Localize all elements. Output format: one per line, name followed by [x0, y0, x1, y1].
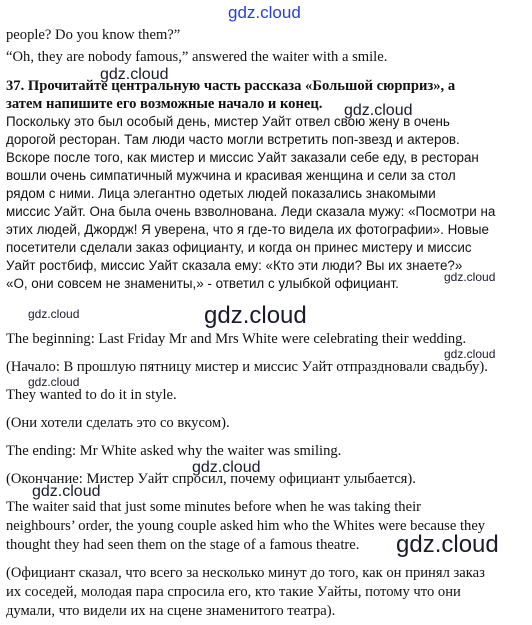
story-line: people? Do you know them?”	[6, 27, 181, 43]
watermark: gdz.cloud	[204, 302, 307, 329]
watermark: gdz.cloud	[444, 270, 496, 284]
waiter-text-line: The waiter said that just some minutes before when he was taking their	[6, 499, 421, 515]
russian-text-line: Поскольку это был особый день, мистер Уайт отвел свою жену в очень	[6, 114, 450, 129]
russian-text-line: вошли очень симпатичный мужчина и красивая женщина и сели за стол	[6, 168, 456, 183]
watermark: gdz.cloud	[28, 307, 80, 321]
ending-text: The ending: Mr White asked why the waiter was smiling.	[6, 443, 342, 459]
russian-text-line: посетители сделали заказ официанту, и когда он принес мистеру и миссис	[6, 240, 472, 255]
waiter-translation-line: их соседей, молодая пара спросила его, кто такие Уайты, потому что они	[6, 584, 461, 600]
waiter-text-line: thought they had seen them on the stage of a famous theatre.	[6, 537, 360, 553]
watermark: gdz.cloud	[28, 375, 80, 389]
russian-text-line: миссис Уайт. Она была очень взволнована. Леди сказала мужу: «Посмотри на	[6, 204, 496, 219]
russian-text-line: рядом с ними. Лица элегантно одетых людей показались знакомыми	[6, 186, 436, 201]
watermark: gdz.cloud	[192, 459, 261, 476]
russian-text-line: Вскоре после того, как мистер и миссис Уайт заказали себе еду, в ресторан	[6, 150, 479, 165]
style-text: They wanted to do it in style.	[6, 387, 177, 403]
waiter-text-line: neighbours’ order, the young couple asked him who the Whites were because they	[6, 518, 486, 534]
task-heading: затем напишите его возможные начало и конец.	[6, 96, 323, 112]
watermark: gdz.cloud	[396, 531, 499, 558]
waiter-translation-line: думали, что видели их на сцене знаменитого театра).	[6, 603, 336, 619]
watermark: gdz.cloud	[228, 3, 301, 22]
waiter-translation-line: (Официант сказал, что всего за несколько минут до того, как он принял заказ	[6, 565, 485, 581]
watermark: gdz.cloud	[344, 102, 413, 119]
watermark: gdz.cloud	[100, 66, 169, 83]
beginning-text: The beginning: Last Friday Mr and Mrs White were celebrating their wedding.	[6, 331, 467, 347]
russian-text-line: этих людей, Джордж! Я уверена, что я где-то видела их фотографии». Новые	[6, 222, 489, 237]
style-translation: (Они хотели сделать это со вкусом).	[6, 415, 230, 431]
watermark: gdz.cloud	[32, 483, 101, 500]
russian-text-line: «О, они совсем не знамениты,» - ответил с улыбкой официант.	[6, 276, 399, 291]
watermark: gdz.cloud	[444, 347, 496, 361]
story-line: “Oh, they are nobody famous,” answered the waiter with a smile.	[6, 49, 388, 65]
task-heading: 37. Прочитайте центральную часть рассказа «Большой сюрприз», а	[6, 78, 456, 94]
russian-text-line: Уайт ростбиф, миссис Уайт сказала ему: «Кто эти люди? Вы их знаете?»	[6, 258, 463, 273]
russian-text-line: дорогой ресторан. Там люди часто могли встретить поп-звезд и актеров.	[6, 132, 460, 147]
beginning-translation: (Начало: В прошлую пятницу мистер и миссис Уайт отпраздновали свадьбу).	[6, 359, 488, 375]
ending-translation: (Окончание: Мистер Уайт спросил, почему официант улыбается).	[6, 471, 416, 487]
